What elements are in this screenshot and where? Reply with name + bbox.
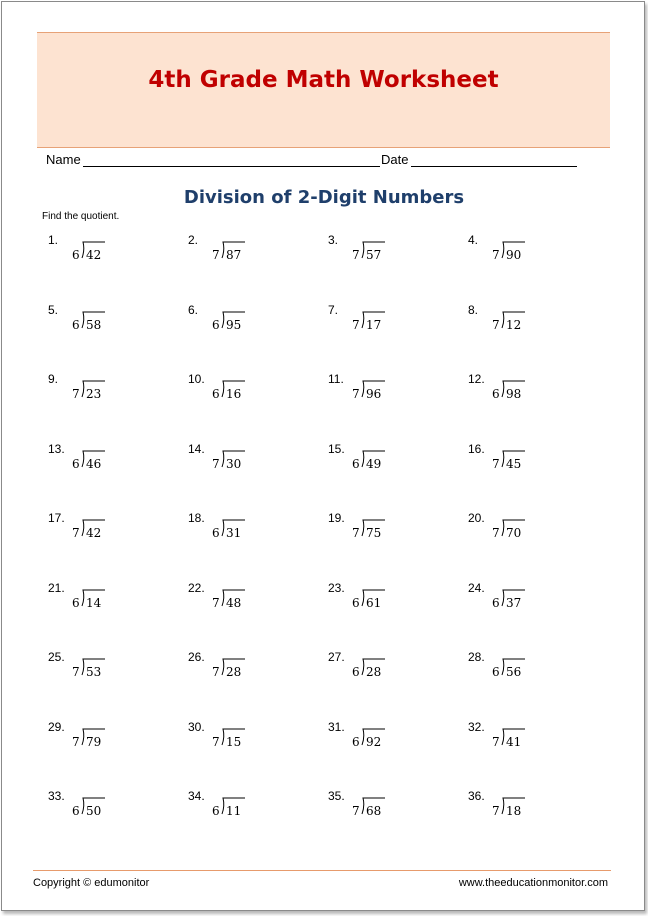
problem-number: 6. <box>188 302 199 317</box>
problem-item <box>48 581 168 621</box>
divisor: 7 <box>352 804 360 818</box>
problem-number: 34. <box>188 789 205 803</box>
dividend: 49 <box>366 456 382 471</box>
dividend: 18 <box>506 804 522 818</box>
dividend: 48 <box>226 595 242 610</box>
problem-item <box>328 442 448 482</box>
divisor: 6 <box>492 595 500 610</box>
divisor: 6 <box>72 456 80 471</box>
problem-item <box>468 233 588 273</box>
problem-number: 1. <box>48 233 59 247</box>
divisor: 7 <box>352 248 360 262</box>
dividend: 46 <box>86 456 102 471</box>
problem-item <box>468 442 588 482</box>
problem-item <box>328 650 448 690</box>
dividend: 31 <box>226 526 242 540</box>
dividend: 28 <box>226 665 242 679</box>
problem-number: 25. <box>48 650 65 664</box>
footer-divider <box>33 870 611 871</box>
divisor: 7 <box>72 526 80 540</box>
problem-number: 19. <box>328 511 345 525</box>
divisor: 6 <box>492 665 500 679</box>
divisor: 7 <box>492 804 500 818</box>
dividend: 15 <box>226 734 242 749</box>
dividend: 30 <box>226 456 242 471</box>
problem-item <box>48 233 168 273</box>
dividend: 28 <box>366 665 382 679</box>
dividend: 11 <box>226 804 242 818</box>
problem-number: 35. <box>328 789 345 803</box>
problem-item <box>328 581 448 621</box>
divisor: 6 <box>352 665 360 679</box>
divisor: 7 <box>352 317 360 332</box>
problem-item <box>48 372 168 412</box>
dividend: 50 <box>86 804 102 818</box>
divisor: 7 <box>212 248 220 262</box>
problem-number: 9. <box>48 372 59 386</box>
divisor: 7 <box>492 248 500 262</box>
problem-number: 8. <box>468 302 479 317</box>
dividend: 23 <box>86 387 102 401</box>
problem-item <box>468 303 588 343</box>
divisor: 6 <box>352 734 360 749</box>
problem-item <box>468 511 588 551</box>
problem-number: 27. <box>328 650 345 664</box>
problem-number: 36. <box>468 789 485 803</box>
divisor: 6 <box>352 595 360 610</box>
divisor: 6 <box>72 804 80 818</box>
divisor: 7 <box>72 734 80 749</box>
copyright-text: Copyright © edumonitor <box>33 877 150 889</box>
dividend: 61 <box>366 595 382 610</box>
problem-number: 33. <box>48 789 65 803</box>
problem-item <box>328 303 448 343</box>
dividend: 75 <box>366 526 382 540</box>
problem-item <box>48 303 168 343</box>
divisor: 7 <box>212 734 220 749</box>
divisor: 6 <box>72 595 80 610</box>
problem-number: 18. <box>188 511 205 525</box>
divisor: 7 <box>492 526 500 540</box>
divisor: 6 <box>72 248 80 262</box>
problem-item <box>328 511 448 551</box>
divisor: 7 <box>212 595 220 610</box>
problem-number: 4. <box>468 233 479 247</box>
dividend: 70 <box>506 526 522 540</box>
problem-item <box>188 233 308 273</box>
dividend: 16 <box>226 387 242 401</box>
dividend: 56 <box>506 665 522 679</box>
problem-number: 22. <box>188 580 205 595</box>
problem-item <box>188 511 308 551</box>
divisor: 6 <box>212 804 220 818</box>
problem-item <box>328 720 448 760</box>
problem-item <box>188 372 308 412</box>
problem-number: 3. <box>328 233 339 247</box>
problem-number: 15. <box>328 441 345 456</box>
worksheet-title: 4th Grade Math Worksheet <box>148 67 499 93</box>
problem-number: 17. <box>48 511 65 525</box>
problem-item <box>188 303 308 343</box>
dividend: 87 <box>226 248 242 262</box>
divisor: 6 <box>352 456 360 471</box>
dividend: 45 <box>506 456 522 471</box>
dividend: 42 <box>86 248 102 262</box>
divisor: 7 <box>72 387 80 401</box>
problem-item <box>328 372 448 412</box>
date-label: Date <box>381 152 409 167</box>
problem-item <box>188 650 308 690</box>
dividend: 96 <box>366 387 382 401</box>
problem-item <box>468 650 588 690</box>
dividend: 14 <box>86 595 102 610</box>
dividend: 90 <box>506 248 522 262</box>
problem-item <box>188 581 308 621</box>
website-text: www.theeducationmonitor.com <box>458 877 608 889</box>
problem-number: 30. <box>188 719 205 734</box>
problem-item <box>188 720 308 760</box>
dividend: 57 <box>366 248 382 262</box>
dividend: 58 <box>86 317 102 332</box>
problem-number: 5. <box>48 302 59 317</box>
dividend: 41 <box>506 734 522 749</box>
problem-number: 13. <box>48 441 65 456</box>
instruction-text: Find the quotient. <box>42 211 120 222</box>
dividend: 53 <box>86 665 102 679</box>
problem-item <box>48 511 168 551</box>
divisor: 6 <box>212 387 220 401</box>
divisor: 7 <box>352 387 360 401</box>
problem-number: 10. <box>188 372 205 386</box>
dividend: 79 <box>86 734 102 749</box>
problem-number: 14. <box>188 441 205 456</box>
problem-number: 21. <box>48 580 65 595</box>
dividend: 92 <box>366 734 382 749</box>
divisor: 7 <box>212 456 220 471</box>
dividend: 42 <box>86 526 102 540</box>
dividend: 68 <box>366 804 382 818</box>
dividend: 37 <box>506 595 522 610</box>
problem-number: 20. <box>468 511 485 525</box>
divisor: 7 <box>492 734 500 749</box>
problem-item <box>328 233 448 273</box>
problem-number: 26. <box>188 650 205 664</box>
problem-item <box>188 442 308 482</box>
problem-number: 11. <box>328 372 344 386</box>
problem-item <box>328 789 448 829</box>
problem-number: 12. <box>468 372 485 386</box>
divisor: 7 <box>352 526 360 540</box>
problem-number: 23. <box>328 580 345 595</box>
divisor: 7 <box>212 665 220 679</box>
dividend: 17 <box>366 317 382 332</box>
divisor: 7 <box>492 456 500 471</box>
divisor: 6 <box>72 317 80 332</box>
problem-number: 7. <box>328 302 339 317</box>
problem-item <box>48 442 168 482</box>
divisor: 7 <box>492 317 500 332</box>
dividend: 95 <box>226 317 242 332</box>
problem-number: 31. <box>328 719 345 734</box>
dividend: 98 <box>506 387 522 401</box>
problem-number: 28. <box>468 650 485 664</box>
divisor: 6 <box>212 526 220 540</box>
problem-item <box>48 650 168 690</box>
problem-number: 2. <box>188 233 199 247</box>
problem-item <box>468 720 588 760</box>
problem-number: 16. <box>468 441 485 456</box>
name-label: Name <box>46 152 81 167</box>
problem-item <box>468 372 588 412</box>
problem-item <box>48 789 168 829</box>
divisor: 6 <box>492 387 500 401</box>
problem-number: 29. <box>48 719 65 734</box>
problem-item <box>188 789 308 829</box>
section-subtitle: Division of 2-Digit Numbers <box>183 187 465 208</box>
problem-number: 32. <box>468 719 485 734</box>
problem-item <box>468 581 588 621</box>
divisor: 6 <box>212 317 220 332</box>
problem-item <box>468 789 588 829</box>
divisor: 7 <box>72 665 80 679</box>
problem-number: 24. <box>468 580 485 595</box>
dividend: 12 <box>506 317 522 332</box>
problem-item <box>48 720 168 760</box>
